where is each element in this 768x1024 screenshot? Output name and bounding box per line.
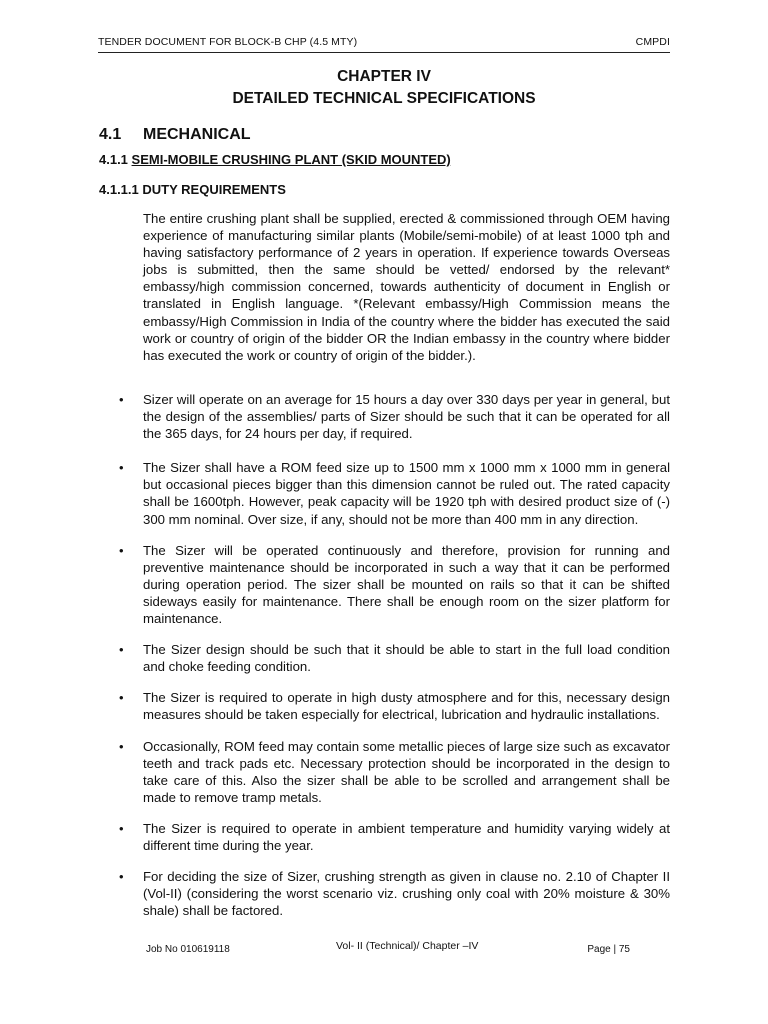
list-item-text: For deciding the size of Sizer, crushing strength as given in clause no. 2.10 of Chapter II (Vol-II) (considering the worst scenario viz. crushing only coal with 20% moisture & 30% shale) shall be factored. — [143, 869, 670, 919]
section-title: MECHANICAL — [143, 126, 251, 143]
list-item — [119, 738, 670, 806]
list-item — [119, 641, 670, 675]
job-number: Job No 010619118 — [146, 944, 230, 955]
list-item — [119, 459, 670, 527]
bullet-icon: • — [119, 690, 124, 706]
list-item-text: The Sizer shall have a ROM feed size up to 1500 mm x 1000 mm x 1000 mm in general but occasional pieces bigger than this dimension cannot be ruled out. The rated capacity shall be 1600tph. However, peak capacity will be 1920 tph with desired product size of (-) 300 mm nominal. Over size, if any, should not be more than 400 mm in any direction. — [143, 460, 670, 527]
list-item — [119, 689, 670, 723]
chapter-number: CHAPTER IV — [337, 68, 431, 85]
bullet-icon: • — [119, 869, 124, 885]
bullet-icon: • — [119, 642, 124, 658]
list-item-text: The Sizer design should be such that it should be able to start in the full load condition and choke feeding condition. — [143, 642, 670, 675]
intro-paragraph: The entire crushing plant shall be supplied, erected & commissioned through OEM having experience of manufacturing similar plants (Mobile/semi-mobile) of at least 1000 tph and having satisfactory performance of 2 years in operation. If experience towards Overseas jobs is submitted, then the same should be vetted/ endorsed by the relevant* embassy/high commission concerned, towards authenticity of document in English or translated in English language. *(Relevant embassy/High Commission means the embassy/High Commission in India of the country where the bidder has executed the said work or country of origin of the bidder OR the Indian embassy in the country where bidder has executed the work or country of origin of the bidder.). — [143, 211, 670, 363]
list-item-text: The Sizer is required to operate in high dusty atmosphere and for this, necessary design measures should be taken especially for electrical, lubrication and hydraulic installations. — [143, 690, 670, 723]
page-number: Page | 75 — [587, 944, 630, 955]
bullet-icon: • — [119, 542, 124, 558]
section-heading-4-1-1-1 — [99, 182, 286, 197]
header-title: TENDER DOCUMENT FOR BLOCK-B CHP (4.5 MTY) — [98, 36, 358, 48]
section-title: SEMI-MOBILE CRUSHING PLANT (SKID MOUNTED) — [131, 152, 451, 167]
section-title: DUTY REQUIREMENTS — [142, 182, 286, 197]
section-number: 4.1.1.1 — [99, 182, 139, 197]
list-item-text: Sizer will operate on an average for 15 hours a day over 330 days per year in general, but the design of the assemblies/ parts of Sizer should be such that it can be operated for all the 365 days, for 24 hours per day, if required. — [143, 392, 670, 442]
list-item-text: The Sizer will be operated continuously and therefore, provision for running and preventive maintenance should be incorporated in such a way that it can be performed during operation period. The sizer shall be mounted on rails so that it can be shifted sideways easily for maintenance. There shall be enough room on the sizer platform for maintenance. — [143, 542, 670, 627]
chapter-title: DETAILED TECHNICAL SPECIFICATIONS — [232, 90, 536, 107]
chapter-heading — [0, 66, 768, 110]
bullet-icon: • — [119, 738, 124, 754]
list-item — [119, 542, 670, 627]
requirements-list — [119, 391, 670, 919]
section-heading-4-1 — [99, 126, 251, 144]
section-number: 4.1.1 — [99, 152, 128, 167]
list-item-text: Occasionally, ROM feed may contain some metallic pieces of large size such as excavator teeth and track pads etc. Necessary protection should be incorporated in the design to take care of this. Also the sizer shall be able to be scrolled and arrangement shall be made to remove tramp metals. — [143, 738, 670, 805]
bullet-icon: • — [119, 392, 124, 407]
list-item-text: The Sizer is required to operate in ambient temperature and humidity varying widely at different time during the year. — [143, 820, 670, 853]
list-item — [119, 868, 670, 919]
header-org: CMPDI — [635, 36, 670, 48]
bullet-icon: • — [119, 460, 124, 476]
list-item — [119, 391, 670, 442]
volume-chapter: Vol- II (Technical)/ Chapter –IV — [336, 940, 479, 952]
page-header — [98, 36, 670, 53]
section-number: 4.1 — [99, 126, 122, 143]
list-item — [119, 820, 670, 854]
bullet-icon: • — [119, 820, 124, 836]
section-heading-4-1-1 — [99, 152, 451, 167]
